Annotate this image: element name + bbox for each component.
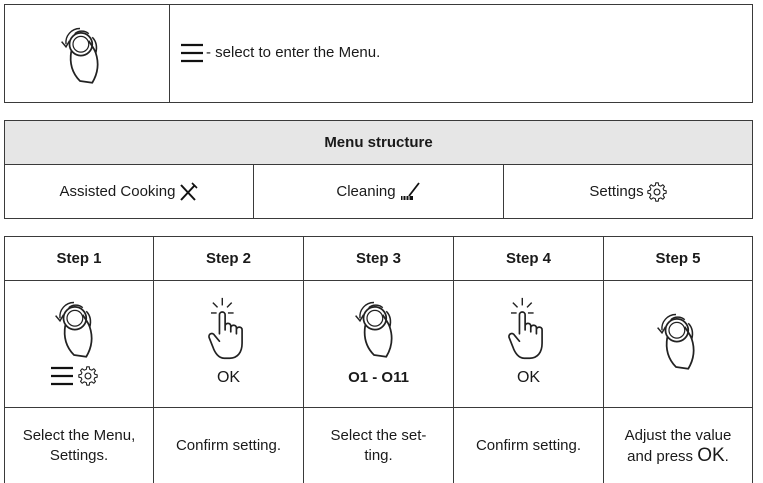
menu-icon (180, 43, 204, 63)
menu-item-settings (504, 166, 752, 218)
knob-hand-icon (52, 18, 108, 88)
instruction-line (627, 446, 729, 467)
gear-icon (78, 366, 98, 386)
menu-structure-title (5, 121, 752, 165)
menu-item-label: Settings (589, 183, 644, 200)
step-4-header: Step 4 (505, 250, 551, 267)
menu-item-label: Assisted Cooking (59, 183, 176, 200)
instruction-line: ting. (364, 447, 393, 464)
step-3-caption: O1 - O11 (348, 369, 409, 386)
step-5-instruction (604, 409, 752, 483)
steps-body-divider (4, 407, 753, 408)
step-1-instruction (5, 409, 153, 483)
instruction-line: Settings. (49, 447, 109, 464)
menu-title-text: Menu structure (324, 134, 433, 151)
knob-hand-icon (46, 292, 102, 362)
step-2-instruction (154, 409, 303, 483)
step-4-instruction (454, 409, 603, 483)
tap-hand-icon (203, 296, 251, 362)
instruction-line: Select the Menu, (22, 427, 136, 444)
fork-knife-icon (178, 182, 198, 202)
instruction-end: . (724, 447, 729, 465)
menu-icon (50, 366, 74, 386)
instruction-line: Confirm setting. (175, 437, 282, 454)
tap-hand-icon (503, 296, 551, 362)
top-row-text: - select to enter the Menu. (206, 44, 381, 61)
steps-header-divider (4, 280, 753, 281)
menu-item-assisted-cooking (5, 166, 253, 218)
step-2-header: Step 2 (205, 250, 251, 267)
menu-item-label: Cleaning (336, 183, 396, 200)
instruction-line: Adjust the value (624, 426, 732, 444)
step-1-header: Step 1 (56, 250, 102, 267)
menu-item-cleaning (254, 166, 503, 218)
step-5-header: Step 5 (655, 250, 701, 267)
step-4-caption: OK (516, 369, 541, 386)
instruction-line: Confirm setting. (475, 437, 582, 454)
step-1-caption (50, 366, 98, 386)
instruction-text: and press (627, 447, 694, 465)
ok-symbol: OK (697, 444, 725, 466)
step-2-caption: OK (216, 369, 241, 386)
gear-icon (647, 182, 667, 202)
step-3-instruction (304, 409, 453, 483)
top-row-divider (169, 4, 170, 103)
cleaning-icon (399, 182, 421, 202)
step-3-header: Step 3 (355, 250, 401, 267)
knob-hand-icon (346, 292, 402, 362)
instruction-line: Select the set- (330, 427, 427, 444)
top-row-description (180, 43, 380, 63)
knob-hand-icon (648, 304, 704, 374)
